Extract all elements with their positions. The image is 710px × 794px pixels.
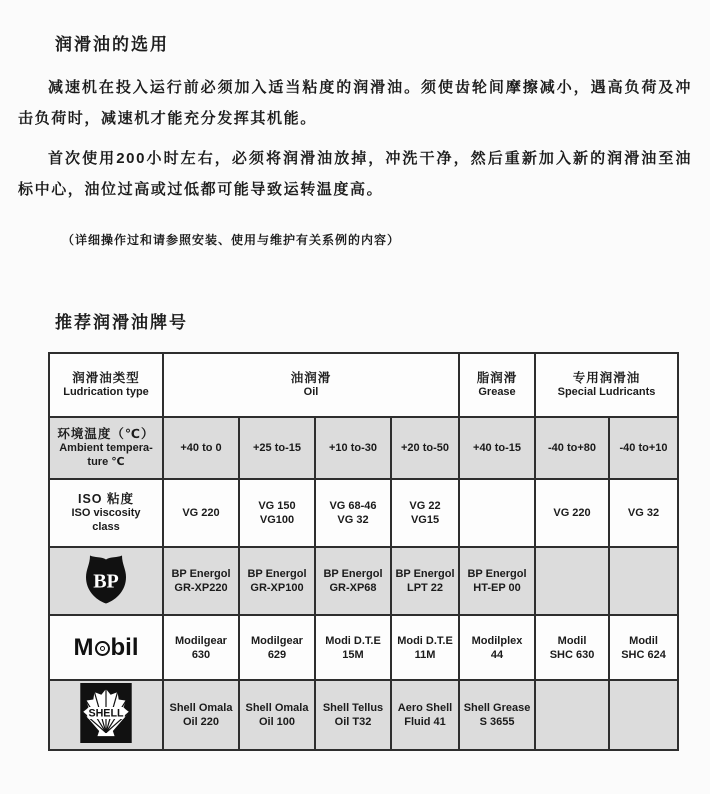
bp-product: BP Energol (467, 568, 527, 580)
shell-product: Oil 100 (258, 716, 296, 728)
bp-cell-empty (609, 547, 678, 615)
iso-cell-empty (459, 479, 535, 547)
shell-product: Oil T32 (334, 716, 372, 728)
header-lubrication-type-zh: 润滑油类型 (72, 371, 140, 385)
mobil-product: 629 (267, 648, 287, 661)
header-grease-zh: 脂润滑 (476, 371, 518, 385)
bp-product: BP Energol (171, 568, 231, 580)
bp-product: BP Energol (247, 568, 307, 580)
iso-cell (535, 479, 609, 547)
shell-cell (315, 680, 391, 750)
iso-label-zh: ISO 粘度 (77, 492, 134, 506)
shell-pecten-icon (80, 683, 132, 743)
header-grease (459, 353, 535, 417)
reference-note: （详细操作过和请参照安装、使用与维护有关系例的内容） (62, 233, 401, 247)
iso-value: VG15 (410, 514, 440, 526)
temp-cell: +25 to-15 (239, 417, 315, 479)
iso-value: VG 220 (553, 507, 591, 519)
paragraph-first-use: 首次使用200小时左右，必须将润滑油放掉，冲洗干净，然后重新加入新的润滑油至油标中心，油位过高或过低都可能导致运转温度高。 (18, 150, 692, 198)
iso-viscosity-label (49, 479, 163, 547)
shell-product: Shell Tellus (322, 702, 384, 714)
lubricant-table (48, 352, 679, 751)
header-oil-en: Oil (303, 386, 319, 398)
page-title: 润滑油的选用 (55, 35, 169, 54)
bp-product: GR-XP100 (250, 582, 304, 594)
shell-product: Fluid 41 (404, 716, 446, 728)
mobil-ring-icon (95, 641, 110, 656)
shell-logo-text: SHELL (88, 707, 124, 720)
iso-value: VG 68-46 (329, 500, 377, 512)
iso-value: VG 32 (627, 507, 660, 519)
bp-cell (239, 547, 315, 615)
temp-cell: +10 to-30 (315, 417, 391, 479)
iso-cell (391, 479, 459, 547)
mobil-product: 15M (342, 648, 364, 661)
ambient-temperature-label (49, 417, 163, 479)
bp-product: LPT 22 (406, 582, 444, 594)
ambient-temp-label-en1: Ambient tempera- (59, 442, 153, 454)
mobil-cell (163, 615, 239, 680)
mobil-product: Modilgear (251, 634, 303, 647)
mobil-product: Modilplex (471, 634, 523, 647)
bp-row (49, 547, 678, 615)
iso-label-en2: class (92, 521, 120, 533)
bp-logo-text: BP (93, 570, 119, 592)
header-special-group (535, 353, 678, 417)
header-grease-en: Grease (478, 386, 516, 398)
mobil-logo-m: M (73, 633, 94, 661)
shell-product: Aero Shell (397, 702, 453, 714)
mobil-cell (459, 615, 535, 680)
bp-cell (459, 547, 535, 615)
temp-cell: -40 to+80 (535, 417, 609, 479)
header-oil-zh: 油润滑 (290, 371, 332, 385)
iso-label-en1: ISO viscosity (71, 507, 141, 519)
shell-product: S 3655 (479, 716, 515, 728)
mobil-product: Modi D.T.E (397, 634, 453, 647)
mobil-product: Modi D.T.E (325, 634, 381, 647)
header-special-zh: 专用润滑油 (572, 371, 641, 385)
bp-cell (315, 547, 391, 615)
shell-cell (239, 680, 315, 750)
mobil-cell (535, 615, 609, 680)
temp-cell: +40 to 0 (163, 417, 239, 479)
mobil-product: Modil (629, 634, 658, 647)
iso-value: VG 150 (258, 500, 296, 512)
shell-cell-empty (609, 680, 678, 750)
iso-value: VG100 (259, 514, 295, 526)
iso-value: VG 32 (337, 514, 369, 526)
paragraph-intro: 减速机在投入运行前必须加入适当粘度的润滑油。须使齿轮间摩擦减小，遇高负荷及冲击负荷时，减速机才能充分发挥其机能。 (18, 79, 692, 127)
bp-product: BP Energol (323, 568, 383, 580)
ambient-temp-label-en2: ture ℃ (87, 456, 125, 468)
shell-product: Shell Omala (169, 702, 233, 714)
mobil-product: Modilgear (175, 634, 227, 647)
mobil-cell (239, 615, 315, 680)
document-page (0, 30, 710, 751)
mobil-product: SHC 624 (621, 648, 666, 661)
shell-cell (163, 680, 239, 750)
iso-value: VG 220 (182, 507, 220, 519)
mobil-product: 630 (191, 648, 211, 661)
mobil-product: 11M (414, 648, 436, 661)
iso-viscosity-row (49, 479, 678, 547)
bp-cell-empty (535, 547, 609, 615)
mobil-logo-bil: bil (110, 633, 139, 661)
bp-logo-cell (49, 547, 163, 615)
temp-cell: +40 to-15 (459, 417, 535, 479)
mobil-logo-cell (49, 615, 163, 680)
bp-product: HT-EP 00 (473, 582, 521, 594)
bp-product: GR-XP220 (174, 582, 228, 594)
shell-cell-empty (535, 680, 609, 750)
bp-product: GR-XP68 (329, 582, 377, 594)
table-header-row (49, 353, 678, 417)
mobil-logo (51, 633, 161, 661)
mobil-cell (315, 615, 391, 680)
mobil-product: SHC 630 (549, 648, 595, 661)
bp-cell (163, 547, 239, 615)
shell-cell (459, 680, 535, 750)
shell-row (49, 680, 678, 750)
header-special-en: Special Ludricants (557, 386, 656, 398)
iso-value: VG 22 (409, 500, 441, 512)
header-lubrication-type-en: Ludrication type (63, 386, 149, 398)
section-heading: 推荐润滑油牌号 (55, 313, 188, 332)
iso-cell (609, 479, 678, 547)
bp-product: BP Energol (395, 568, 455, 580)
ambient-temperature-row (49, 417, 678, 479)
mobil-cell (391, 615, 459, 680)
iso-cell (239, 479, 315, 547)
temp-cell: -40 to+10 (609, 417, 678, 479)
shell-logo-cell (49, 680, 163, 750)
mobil-cell (609, 615, 678, 680)
iso-cell (315, 479, 391, 547)
mobil-row (49, 615, 678, 680)
bp-shield-icon (82, 553, 130, 606)
shell-product: Oil 220 (182, 716, 220, 728)
temp-cell: +20 to-50 (391, 417, 459, 479)
bp-cell (391, 547, 459, 615)
shell-cell (391, 680, 459, 750)
header-oil-group (163, 353, 459, 417)
iso-cell (163, 479, 239, 547)
ambient-temp-label-zh: 环境温度（℃） (57, 427, 155, 441)
shell-product: Shell Omala (245, 702, 309, 714)
mobil-product: Modil (557, 634, 587, 647)
shell-product: Shell Grease (463, 702, 531, 714)
mobil-product: 44 (490, 648, 504, 661)
header-lubrication-type (49, 353, 163, 417)
